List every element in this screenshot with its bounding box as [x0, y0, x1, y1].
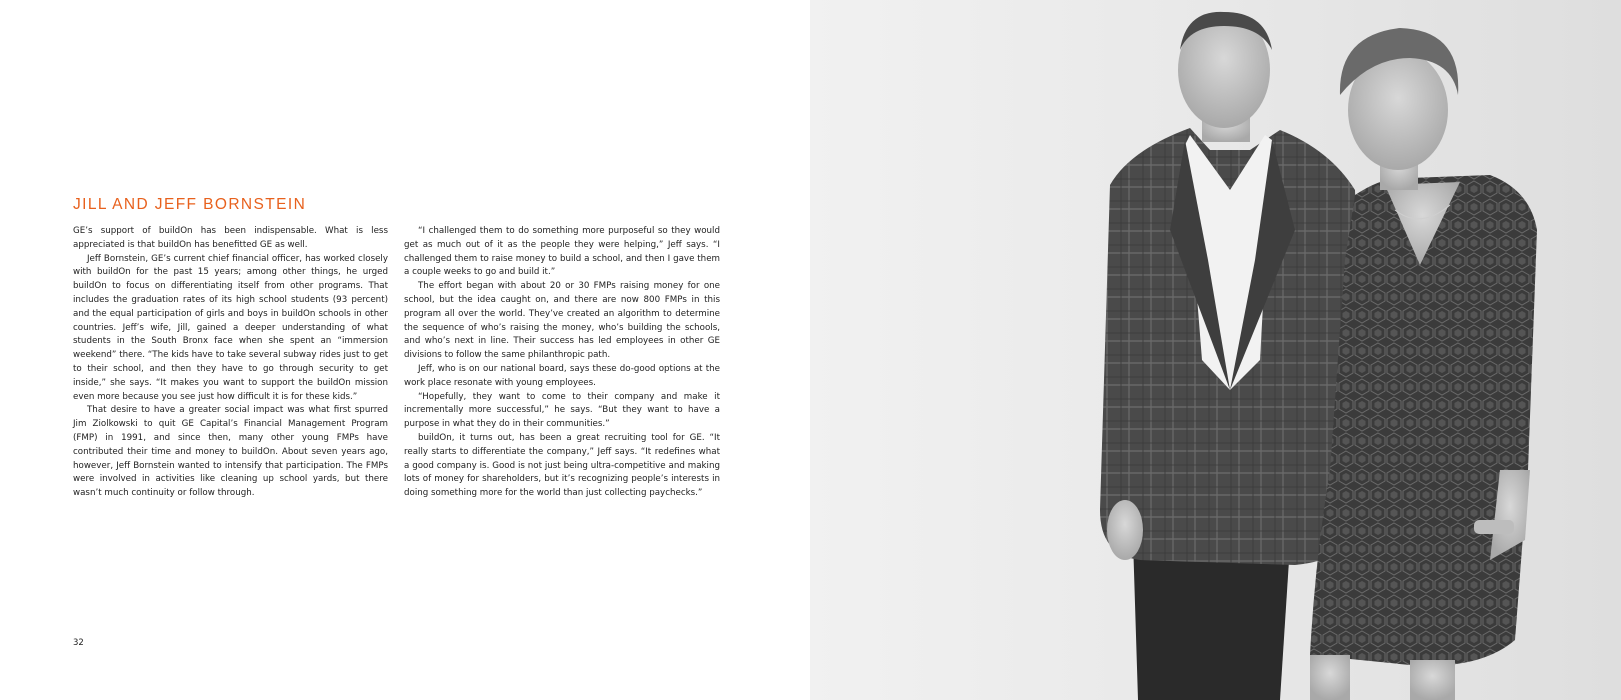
portrait-photo-illustration	[810, 0, 1621, 700]
portrait-photo	[810, 0, 1621, 700]
paragraph: GE’s support of buildOn has been indispensable. What is less appreciated is that buildOn has benefitted GE as well.	[73, 226, 388, 250]
paragraph: That desire to have a greater social impact was what first spurred Jim Ziolkowski to quit GE Capital’s Financial Management Program (FMP) in 1991, and since then, many other young FMPs have contributed their time and money to buildOn. About seven years ago, however, Jeff Bornstein wanted to intensify that participation. The FMPs were involved in activities like cleaning up school yards, but there wasn’t much continuity or follow through.	[73, 405, 388, 499]
paragraph: buildOn, it turns out, has been a great recruiting tool for GE. “It really starts to differentiate the company,” Jeff says. “It redefines what a good company is. Good is not just being ultra-competitive and making lots of money for shareholders, but it’s recognizing people’s interests in doing something more for the world than just collecting paychecks.”	[404, 432, 720, 499]
paragraph: “I challenged them to do something more purposeful so they would get as much out of it as the people they were helping,” Jeff says. “I challenged them to raise money to build a school, and then I gave them a couple weeks to go and build it.”	[404, 226, 720, 278]
page-number: 32	[73, 638, 84, 648]
paragraph: Jeff, who is on our national board, says these do-good options at the work place resonate with young employees.	[404, 363, 720, 388]
paragraph: “Hopefully, they want to come to their company and make it incrementally more successful,” he says. “But they want to have a purpose in what they do in their communities.”	[404, 391, 720, 430]
text-page	[0, 0, 810, 700]
wristwatch	[1474, 520, 1514, 534]
paragraph: The effort began with about 20 or 30 FMPs raising money for one school, but the idea caught on, and there are now 800 FMPs in this program all over the world. They’ve created an algorithm to determine the sequence of who’s raising the money, who’s building the schools, and who’s next in line. Their success has led employees in other GE divisions to follow the same philanthropic path.	[404, 281, 720, 361]
text-column-2	[404, 225, 720, 501]
paragraph: Jeff Bornstein, GE’s current chief financial officer, has worked closely with buildOn for the past 15 years; among other things, he urged buildOn to focus on differentiating itself from other programs. That includes the graduation rates of its high school students (93 percent) and the equal participation of girls and boys in buildOn schools in other countries. Jeff’s wife, Jill, gained a deeper understanding of what students in the South Bronx face when she spent an “immersion weekend” there. “The kids have to take several subway rides just to get to their school, and then they have to go through security to get inside,” she says. “It makes you want to support the buildOn mission even more because you see just how difficult it is for these kids.”	[73, 253, 388, 402]
article-title: JILL AND JEFF BORNSTEIN	[73, 196, 307, 213]
text-column-1	[73, 225, 388, 501]
